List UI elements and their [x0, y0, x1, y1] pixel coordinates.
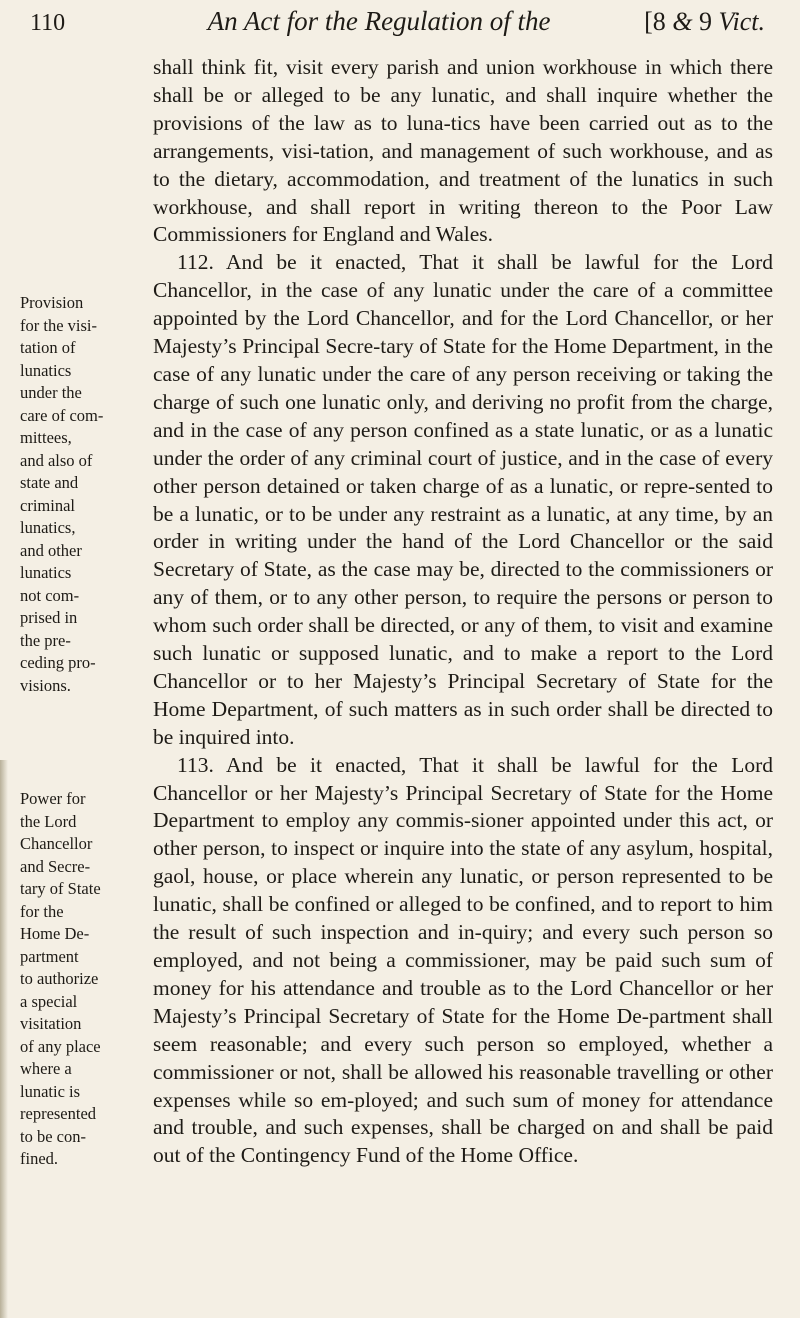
body-text [153, 54, 773, 1170]
session-reference [644, 7, 765, 37]
session-number: 9 [692, 7, 719, 36]
paragraph-continuation: shall think fit, visit every parish and union workhouse in which there shall be or alleged to be any lunatic, and shall inquire whether the provisions of the law as to luna-tics have been carried out as to the arrangements, visi-tation, and management of such workhouse, and as to the dietary, accommodation, and treatment of the lunatics in such workhouse, and shall report in writing thereon to the Poor Law Commissioners for England and Wales. [153, 55, 773, 247]
margin-note-text: Provision for the visi- tation of lunatics under the care of com- mittees, and also of state and criminal lunatics, and other lunatics not com- prised in the pre- ceding pro- visions. [20, 293, 104, 695]
margin-note-visitation [20, 292, 140, 697]
section-113: 113. And be it enacted, That it shall be lawful for the Lord Chancellor or her Majesty’s Principal Secretary of State for the Home Department to employ any commis-sioner appointed under this act, or other person, to inspect or inquire into the state of any asylum, hospital, gaol, house, or place wherein any lunatic, or person represented to be lunatic, shall be confined or alleged to be confined, and to report to him the result of such inspection and in-quiry; and every such person so employed, and not being a commissioner, may be paid such sum of money for his attendance and trouble as to the Lord Chancellor or her Majesty’s Principal Secretary of State for the Home De-partment shall seem reasonable; and every such person so employed, whether a commissioner or not, shall be allowed his reasonable travelling or other expenses while so em-ployed; and such sum of money for attendance and trouble, and such expenses, shall be charged on and shall be paid out of the Contingency Fund of the Home Office. [153, 752, 773, 1168]
session-reign: Vict. [718, 7, 765, 36]
page-edge-shadow [0, 760, 8, 1318]
section-112: 112. And be it enacted, That it shall be lawful for the Lord Chancellor, in the case of any lunatic under the care of a committee appointed by the Lord Chancellor, and for the Lord Chancellor, or her Majesty’s Principal Secre-tary of State for the Home Department, in the case of any lunatic under the care of any person receiving or taking the charge of such one lunatic only, and deriving no profit from the charge, and in the case of any person confined as a state lunatic, or as a lunatic under the order of any criminal court of justice, and in the case of every other person detained or taken charge of as a lunatic, or repre-sented to be a lunatic, or to be under any restraint as a lunatic, at any time, by an order in writing under the hand of the Lord Chancellor or the said Secretary of State, as the case may be, directed to the commissioners or any of them, or to any other person, to require the persons or person to whom such order shall be directed, or any of them, to visit and examine such lunatic or supposed lunatic, and to make a report to the Lord Chancellor or to her Majesty’s Principal Secretary of State for the Home Department, of such matters as in such order shall be directed to be inquired into. [153, 250, 773, 749]
running-title: An Act for the Regulation of the [207, 6, 551, 36]
page-number: 110 [30, 10, 66, 36]
session-prefix: [8 [644, 7, 673, 36]
margin-note-special-visitation [20, 788, 140, 1171]
page-header [30, 6, 765, 46]
session-ampersand: & [672, 7, 693, 36]
margin-note-text: Power for the Lord Chancellor and Secre- tary of State for the Home De- partment to authorize a special visitation of any place where a lunatic is represented to be con- fined. [20, 789, 101, 1168]
